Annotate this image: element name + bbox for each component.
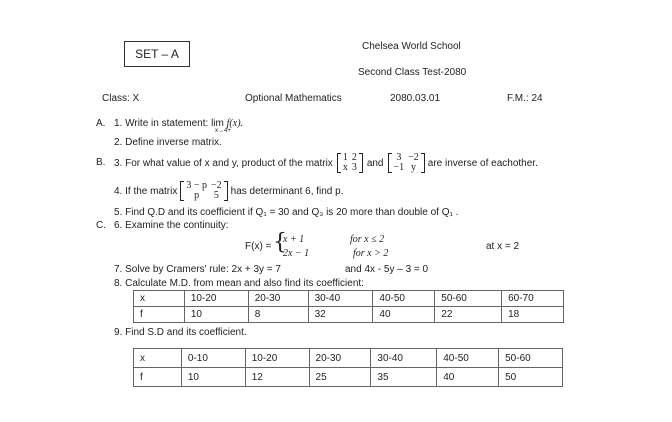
section-c-label: C. xyxy=(96,220,106,231)
table-row xyxy=(134,349,563,368)
question-9: 9. Find S.D and its coefficient. xyxy=(114,327,247,338)
table-cell: 40-50 xyxy=(437,349,499,368)
and-word: and xyxy=(366,157,384,169)
matrix-b-cell: y xyxy=(410,162,416,173)
section-b-label: B. xyxy=(96,157,106,168)
table-cell: 10 xyxy=(181,368,245,387)
table-cell: 12 xyxy=(245,368,309,387)
full-marks: F.M.: 24 xyxy=(507,93,543,104)
case-1-expression: x + 1 xyxy=(283,234,305,245)
case-2-condition: for x > 2 xyxy=(353,248,389,259)
question-7-eq2: and 4x - 5y – 3 = 0 xyxy=(345,264,429,275)
matrix-b-cell: −1 xyxy=(393,162,405,173)
table-cell: 25 xyxy=(309,368,371,387)
matrix-a-cell: 1 xyxy=(342,152,348,163)
question-4-text: 4. If the matrix xyxy=(114,185,178,197)
table-cell: 50-60 xyxy=(435,291,502,307)
table-cell: 40-50 xyxy=(373,291,435,307)
question-8: 8. Calculate M.D. from mean and also find its coefficient: xyxy=(114,278,364,289)
matrix-c-cell: p xyxy=(194,190,200,201)
question-3-text: 3. For what value of x and y, product of the matrix xyxy=(114,157,333,169)
table-cell: 20-30 xyxy=(309,349,371,368)
exam-title: Second Class Test-2080 xyxy=(358,67,467,78)
table-cell: 40 xyxy=(437,368,499,387)
sd-table xyxy=(133,348,563,387)
limit-subscript: x→4+ xyxy=(215,128,231,134)
question-6: 6. Examine the continuity: xyxy=(114,220,229,231)
table-cell: x xyxy=(134,349,182,368)
table-row xyxy=(134,368,563,387)
table-cell: 30-40 xyxy=(371,349,437,368)
table-row xyxy=(134,307,564,323)
matrix-a-cell: x xyxy=(342,162,348,173)
continuity-point: at x = 2 xyxy=(486,241,520,252)
question-5: 5. Find Q.D and its coefficient if Q₁ = 30 and Q₃ is 20 more than double of Q₁ . xyxy=(114,207,459,218)
section-a-label: A. xyxy=(96,118,106,129)
md-table xyxy=(133,290,564,323)
table-cell: 18 xyxy=(502,307,564,323)
question-4 xyxy=(114,178,344,204)
case-1-condition: for x ≤ 2 xyxy=(350,234,385,245)
table-cell: 32 xyxy=(308,307,373,323)
matrix-c-cell: 5 xyxy=(213,190,219,201)
piecewise-brace: { xyxy=(273,230,287,255)
class-label: Class: X xyxy=(102,93,140,104)
matrix-a-cell: 2 xyxy=(351,152,357,163)
table-cell: 8 xyxy=(248,307,308,323)
matrix-b-cell: −2 xyxy=(408,152,419,163)
table-cell: 0-10 xyxy=(181,349,245,368)
table-cell: 10-20 xyxy=(245,349,309,368)
table-cell: f xyxy=(134,368,182,387)
question-2: 2. Define inverse matrix. xyxy=(114,137,222,148)
function-label: F(x) = xyxy=(245,241,272,252)
table-cell: 40 xyxy=(373,307,435,323)
table-cell: 35 xyxy=(371,368,437,387)
set-label-box xyxy=(124,41,190,67)
table-cell: 22 xyxy=(435,307,502,323)
table-cell: 30-40 xyxy=(308,291,373,307)
question-3 xyxy=(114,151,538,175)
matrix-a xyxy=(337,153,363,173)
table-cell: 10-20 xyxy=(184,291,248,307)
question-1-func: f(x). xyxy=(226,118,244,129)
matrix-c-cell: −2 xyxy=(211,180,222,191)
table-row xyxy=(134,291,564,307)
matrix-b-cell: 3 xyxy=(396,152,402,163)
matrix-c xyxy=(180,181,227,201)
question-1-text: 1. Write in statement: lim xyxy=(114,118,224,129)
case-2-expression: 2x − 1 xyxy=(283,248,310,259)
table-cell: 50 xyxy=(499,368,563,387)
subject-label: Optional Mathematics xyxy=(245,93,342,104)
table-cell: f xyxy=(134,307,185,323)
table-cell: 50-60 xyxy=(499,349,563,368)
table-cell: x xyxy=(134,291,185,307)
matrix-a-cell: 3 xyxy=(351,162,357,173)
matrix-c-cell: 3 − p xyxy=(186,180,207,191)
exam-date: 2080.03.01 xyxy=(390,93,441,104)
school-name: Chelsea World School xyxy=(362,41,461,52)
set-label: SET – A xyxy=(135,47,179,61)
table-cell: 60-70 xyxy=(502,291,564,307)
question-3-tail: are inverse of eachother. xyxy=(427,157,538,169)
question-4-tail: has determinant 6, find p. xyxy=(230,185,344,197)
question-7: 7. Solve by Cramers' rule: 2x + 3y = 7 xyxy=(114,264,281,275)
matrix-b xyxy=(388,153,425,173)
table-cell: 20-30 xyxy=(248,291,308,307)
table-cell: 10 xyxy=(184,307,248,323)
